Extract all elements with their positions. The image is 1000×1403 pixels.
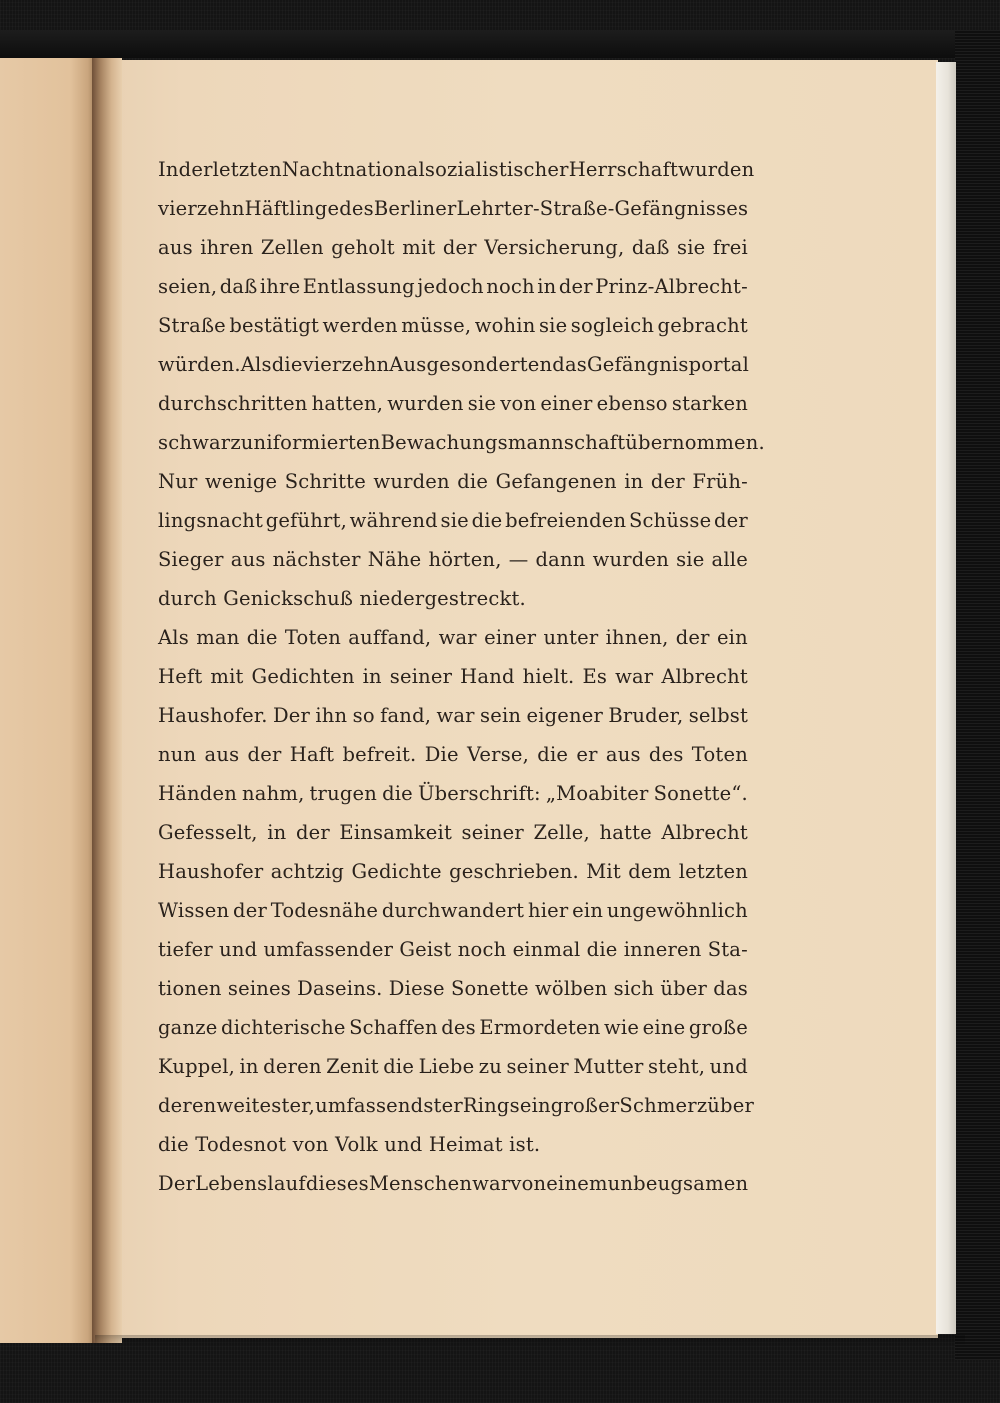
text-line: durchschritten hatten, wurden sie von einer ebenso starken: [158, 392, 748, 415]
text-line: aus ihren Zellen geholt mit der Versicherung, daß sie frei: [158, 236, 748, 259]
text-line: vierzehn Häftlinge des Berliner Lehrter-Straße-Gefängnisses: [158, 197, 749, 220]
left-page: [0, 58, 100, 1343]
text-line: In der letzten Nacht nationalsozialistischer Herrschaft wurden: [158, 158, 755, 181]
text-line: Nur wenige Schritte wurden die Gefangenen in der Früh-: [158, 470, 748, 493]
cover-top-edge: [0, 30, 1000, 58]
text-line: Wissen der Todesnähe durchwandert hier ein ungewöhnlich: [158, 899, 748, 922]
book-gutter: [92, 58, 122, 1343]
text-line: Händen nahm, trugen die Überschrift: „Moabiter Sonette“.: [158, 782, 748, 805]
text-line: Straße bestätigt werden müsse, wohin sie sogleich gebracht: [158, 314, 748, 337]
text-line: ganze dichterische Schaffen des Ermordeten wie eine große: [158, 1016, 748, 1039]
text-line: würden. Als die vierzehn Ausgesonderten das Gefängnisportal: [158, 353, 750, 376]
text-line: nun aus der Haft befreit. Die Verse, die er aus des Toten: [158, 743, 748, 766]
body-text: [158, 150, 765, 1203]
text-line: Haushofer achtzig Gedichte geschrieben. Mit dem letzten: [158, 860, 748, 883]
text-line: Der Lebenslauf dieses Menschen war von einem unbeugsamen: [158, 1172, 749, 1195]
text-line: tiefer und umfassender Geist noch einmal die inneren Sta-: [158, 938, 748, 961]
text-line: die Todesnot von Volk und Heimat ist.: [158, 1133, 541, 1156]
text-line: seien, daß ihre Entlassung jedoch noch in der Prinz-Albrecht-: [158, 275, 748, 298]
page-bottom-shadow: [95, 1335, 965, 1347]
cover-right-edge: [955, 30, 1000, 1360]
text-line: Haushofer. Der ihn so fand, war sein eigener Bruder, selbst: [158, 704, 748, 727]
text-line: deren weitester, umfassendster Ring sein großer Schmerz über: [158, 1094, 754, 1117]
text-line: tionen seines Daseins. Diese Sonette wölben sich über das: [158, 977, 748, 1000]
text-line: durch Genickschuß niedergestreckt.: [158, 587, 526, 610]
text-line: Heft mit Gedichten in seiner Hand hielt. Es war Albrecht: [158, 665, 748, 688]
text-line: Kuppel, in deren Zenit die Liebe zu seiner Mutter steht, und: [158, 1055, 748, 1078]
text-line: Als man die Toten auffand, war einer unter ihnen, der ein: [158, 626, 748, 649]
text-line: Sieger aus nächster Nähe hörten, — dann wurden sie alle: [158, 548, 748, 571]
text-line: Gefesselt, in der Einsamkeit seiner Zelle, hatte Albrecht: [158, 821, 748, 844]
page-block-edge: [936, 62, 956, 1334]
text-line: schwarzuniformierten Bewachungsmannschaft übernommen.: [158, 431, 765, 454]
text-line: lingsnacht geführt, während sie die befreienden Schüsse der: [158, 509, 748, 532]
